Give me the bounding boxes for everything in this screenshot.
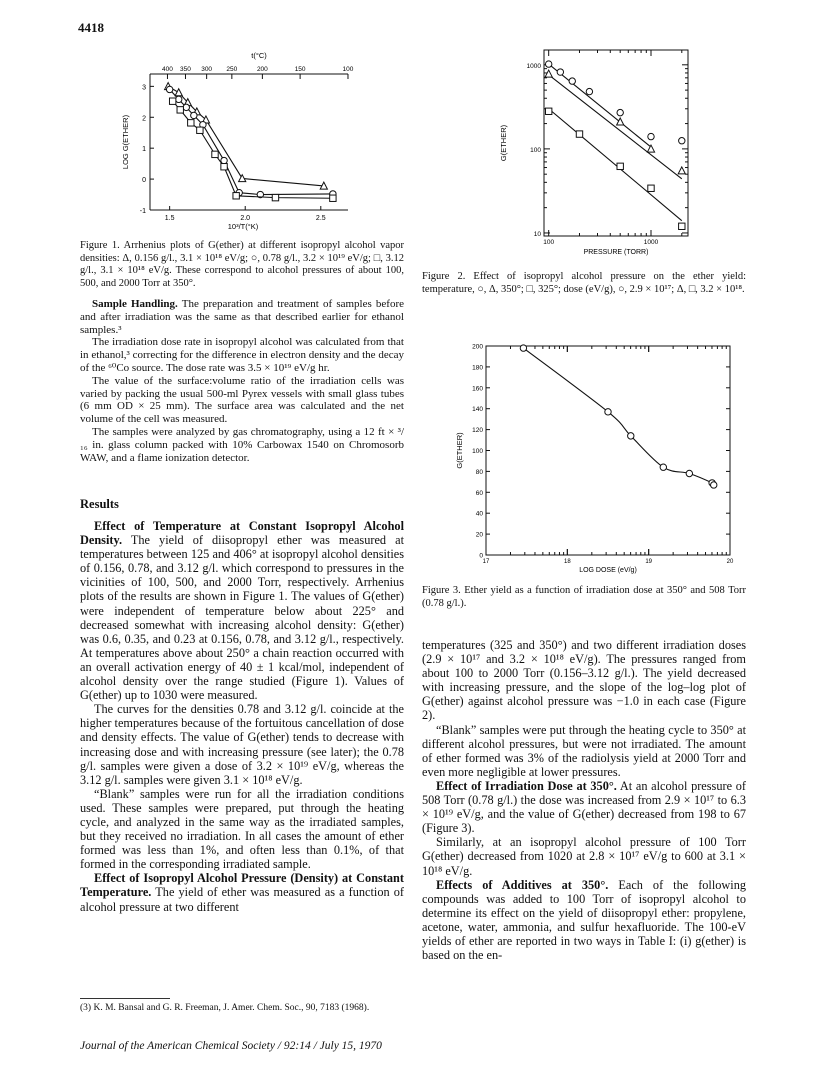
footnote-rule <box>80 998 170 999</box>
results-left-column <box>80 519 404 914</box>
fig1-data-point-square <box>221 164 227 170</box>
results-right-column <box>422 638 746 962</box>
fig3-y-axis-title: G(ETHER) <box>455 432 464 469</box>
fig3-y-tick-label: 160 <box>472 385 483 393</box>
fig3-y-tick-label: 100 <box>472 448 483 455</box>
fig1-series-line-triangle <box>168 86 324 186</box>
fig2-x-tick-label: 100 <box>543 239 555 246</box>
fig1-data-point-square <box>169 98 175 104</box>
temperature-effect-text: The yield of diisopropyl ether was measured at temperatures between 125 and 406° at isopropyl alcohol densities of 0.156, 0.78, and 3.12 g/l. which correspond to pressures in the vicinities of 100, 500, and 2000 Torr, respectively. Arrhenius plots of the results are shown in Figure 1. The values of G(ether) were independent of temperature below about 225° and decreased somewhat with increasing alcohol density: G(ether) was 0.6, 0.35, and 0.23 at 0.156, 0.78, and 3.12 g/l., respectively. At temperatures above about 250° a chain reaction occurred with an overall activation energy of 40 ± 1 kcal/mol, independent of alcohol density over the range studied (Figure 1). Values of G(ether) up to 1030 were measured. <box>80 533 404 703</box>
fig1-data-point-square <box>177 107 183 113</box>
fig3-data-point <box>660 464 666 470</box>
fig2-data-point-triangle <box>678 167 685 174</box>
fig1-top-tick-label: 250 <box>226 66 238 73</box>
fig1-data-point-circle <box>183 104 189 110</box>
fig1-data-point-square <box>188 120 194 126</box>
fig1-top-axis-title: t(°C) <box>251 51 267 60</box>
journal-footer: Journal of the American Chemical Society / 92:14 / July 15, 1970 <box>80 1040 382 1052</box>
reference-3: (3) K. M. Bansal and G. R. Freeman, J. Amer. Chem. Soc., 90, 7183 (1968). <box>80 1003 370 1013</box>
figure-2-caption: Figure 2. Effect of isopropyl alcohol pressure on the ether yield: temperature, ○, Δ, 350°; □, 325°; dose (eV/g), ○, 2.9 × 10¹⁷; Δ, □, 3.2 × 10¹⁸. <box>422 271 746 295</box>
fig3-x-axis-title: LOG DOSE (eV/g) <box>579 567 637 574</box>
fig2-data-point-circle <box>679 138 685 144</box>
fig1-data-point-triangle <box>175 89 182 96</box>
analysis-paragraph: The samples were analyzed by gas chromatography, using a 12 ft × ³/₁₆ in. glass column packed with 10% Carbowax 1540 on Chromosorb WAW, and a flame ionization detector. <box>80 425 404 464</box>
dose-effect-heading: Effect of Irradiation Dose at 350°. <box>436 778 617 793</box>
dose-rate-paragraph: The irradiation dose rate in isopropyl alcohol was calculated from that in ethanol,³ correcting for the difference in electron density and the decay of the ⁶⁰Co source. The dose rate was 3.5 × 10¹⁹ eV/g hr. <box>80 336 404 374</box>
fig1-y-tick-label: -1 <box>139 208 146 215</box>
fig2-y-tick-label: 100 <box>530 146 541 154</box>
sample-handling-heading: Sample Handling. <box>92 298 178 310</box>
fig1-data-point-square <box>212 151 218 157</box>
fig3-y-tick-label: 200 <box>472 343 483 351</box>
pressure-effect-text-left: The yield of ether was measured as a function of alcohol pressure at two different <box>80 885 405 914</box>
figure-3-chart <box>448 338 738 578</box>
fig3-data-point <box>628 433 634 439</box>
page-number: 4418 <box>78 20 104 35</box>
fig2-data-point-circle <box>545 61 551 67</box>
fig1-data-point-square <box>330 195 336 201</box>
fig3-y-tick-label: 0 <box>479 552 483 560</box>
fig3-x-tick-label: 17 <box>482 559 490 565</box>
fig2-x-axis-title: PRESSURE (TORR) <box>583 249 649 256</box>
methods-section <box>80 298 404 464</box>
fig1-top-tick-label: 300 <box>201 66 213 73</box>
fig2-y-axis-title: G(ETHER) <box>499 124 508 162</box>
fig2-data-point-triangle <box>617 118 624 125</box>
results-heading: Results <box>80 497 119 511</box>
fig3-data-point <box>686 470 692 476</box>
pressure-effect-text-right: temperatures (325 and 350°) and two different irradiation doses (2.9 × 10¹⁷ and 3.2 × 10¹⁸ eV/g). The pressures ranged from about 100 to 2000 Torr (0.156–3.12 g/l.). The yield decreased with increasing pressure, and the slope of the log–log plot of G(ether) against alcohol pressure was −1.0 in each case (Figure 2). <box>422 638 746 723</box>
fig1-y-tick-label: 1 <box>142 146 146 154</box>
fig1-data-point-circle <box>176 96 182 102</box>
fig3-y-tick-label: 40 <box>475 510 483 518</box>
fig1-x-axis-title: 10³/T(°K) <box>227 222 259 231</box>
additives-text: Each of the following compounds was added to 100 Torr of isopropyl alcohol to determine its effect on the yield of diisopropyl ether: propylene, acetone, water, ammonia, and sulfur hexafluoride. The 100-eV yields of ether are reported in two ways in Table I: (i) g(ether) is based on the en- <box>422 877 747 963</box>
fig1-y-axis-title: LOG G(ETHER) <box>121 114 130 170</box>
fig3-data-point <box>711 482 717 488</box>
fig2-data-point-circle <box>557 69 563 75</box>
surface-volume-paragraph: The value of the surface:volume ratio of the irradiation cells was varied by packing the usual 500-ml Pyrex vessels with small glass tubes (6 mm OD × 25 mm). The surface area was calculated and the net volume of the cell was measured. <box>80 374 404 426</box>
fig1-top-tick-label: 150 <box>294 66 306 73</box>
fig2-data-point-circle <box>569 78 575 84</box>
fig1-x-tick-label: 2.0 <box>240 215 251 222</box>
fig1-top-tick-label: 100 <box>342 66 354 73</box>
fig3-x-tick-label: 18 <box>563 559 571 565</box>
fig2-x-tick-label: 1000 <box>643 239 659 246</box>
fig3-y-tick-label: 60 <box>475 489 483 497</box>
fig3-x-tick-label: 20 <box>726 559 734 565</box>
fig3-y-tick-label: 140 <box>472 406 483 414</box>
figure-1-caption: Figure 1. Arrhenius plots of G(ether) at different isopropyl alcohol vapor densities: Δ, 0.156 g/l., 3.1 × 10¹⁸ eV/g; ○, 0.78 g/l., 3.2 × 10¹⁹ eV/g; □, 3.12 g/l., 3.1 × 10¹⁸ eV/g. These correspond to alcohol pressures of about 100, 500, and 2000 Torr at 350°. <box>80 240 404 289</box>
fig2-data-point-circle <box>648 133 654 139</box>
figure-1-chart <box>118 38 354 231</box>
fig1-data-point-circle <box>166 86 172 92</box>
curves-coincide-paragraph: The curves for the densities 0.78 and 3.12 g/l. coincide at the higher temperatures because of the fortuitous cancellation of dose and density effects. The value of G(ether) tends to decrease with increasing dose and with increasing pressure (see later); the 0.78 g/l. samples were given a dose of 3.2 × 10¹⁹ eV/g, whereas the 3.12 g/l. samples were given 3.1 × 10¹⁸ eV/g. <box>80 702 404 787</box>
fig1-data-point-square <box>197 127 203 133</box>
blank-samples-paragraph-right: “Blank” samples were put through the heating cycle to 350° at different alcohol pressures, but were not irradiated. The amount of ether formed was 3% of the radiolysis yield at 2000 Torr and even more negligible at lower pressures. <box>422 722 746 779</box>
sample-handling-text: The preparation and treatment of samples before and after irradiation was the same as that described earlier for ethanol samples.³ <box>80 298 405 336</box>
fig2-data-point-triangle <box>647 145 654 152</box>
fig2-y-tick-label: 1000 <box>526 62 541 70</box>
fig1-data-point-square <box>272 194 278 200</box>
fig2-data-point-square <box>617 163 623 169</box>
fig3-data-point <box>520 345 526 351</box>
fig3-data-point <box>605 409 611 415</box>
figure-2-chart <box>486 40 696 270</box>
fig1-x-tick-label: 1.5 <box>164 215 175 222</box>
fig2-y-tick-label: 10 <box>533 230 541 238</box>
fig2-data-point-circle <box>617 109 623 115</box>
figure-3-caption: Figure 3. Ether yield as a function of irradiation dose at 350° and 508 Torr (0.78 g/l.). <box>422 585 746 609</box>
fig1-top-tick-label: 200 <box>256 66 268 73</box>
fig1-data-point-square <box>233 193 239 199</box>
fig3-series-curve <box>523 348 714 485</box>
fig1-y-tick-label: 0 <box>142 177 146 185</box>
fig2-fit-line <box>549 64 651 147</box>
fig1-y-tick-label: 3 <box>142 84 146 92</box>
fig3-x-tick-label: 19 <box>645 559 653 565</box>
fig2-fit-line <box>549 75 682 179</box>
fig2-data-point-square <box>576 131 582 137</box>
fig2-data-point-square <box>679 223 685 229</box>
fig2-data-point-circle <box>586 88 592 94</box>
similarly-paragraph: Similarly, at an isopropyl alcohol pressure of 100 Torr G(ether) decreased from 1020 at 2.8 × 10¹⁷ eV/g to 600 at 3.1 × 10¹⁸ eV/g. <box>422 835 746 878</box>
fig1-top-tick-label: 350 <box>180 66 191 73</box>
fig3-y-tick-label: 80 <box>475 468 483 476</box>
fig2-fit-line <box>549 109 682 221</box>
fig3-y-tick-label: 120 <box>472 427 483 435</box>
fig3-y-tick-label: 180 <box>472 364 483 372</box>
blank-samples-paragraph-left: “Blank” samples were run for all the irradiation conditions used. These samples were prepared, put through the heating cycle, and analyzed in the same way as the irradiated samples, but they received no irradiation. In all cases the amount of ether formed was less than 1%, and often less than 0.1%, of that formed in the corresponding irradiated sample. <box>80 786 404 872</box>
fig1-y-tick-label: 2 <box>142 115 146 123</box>
temperature-effect-heading: Effect of Temperature at Constant Isopropyl Alcohol Density. <box>80 519 404 548</box>
fig3-y-tick-label: 20 <box>475 531 483 539</box>
pressure-effect-heading: Effect of Isopropyl Alcohol Pressure (Density) at Constant Temperature. <box>80 871 404 900</box>
fig2-data-point-square <box>648 185 654 191</box>
fig2-data-point-square <box>545 108 551 114</box>
fig1-x-tick-label: 2.5 <box>315 215 326 222</box>
fig2-data-point-triangle <box>545 70 552 77</box>
fig3-plot-frame <box>486 346 730 555</box>
fig1-data-point-circle <box>191 112 197 118</box>
fig1-top-tick-label: 400 <box>162 66 173 73</box>
additives-heading: Effects of Additives at 350°. <box>436 877 609 892</box>
dose-effect-text: At an alcohol pressure of 508 Torr (0.78 g/l.) the dose was increased from 2.9 × 10¹⁷ to 6.3 × 10¹⁹ eV/g, and the value of G(ether) decreased from 198 to 67 (Figure 3). <box>422 778 746 836</box>
